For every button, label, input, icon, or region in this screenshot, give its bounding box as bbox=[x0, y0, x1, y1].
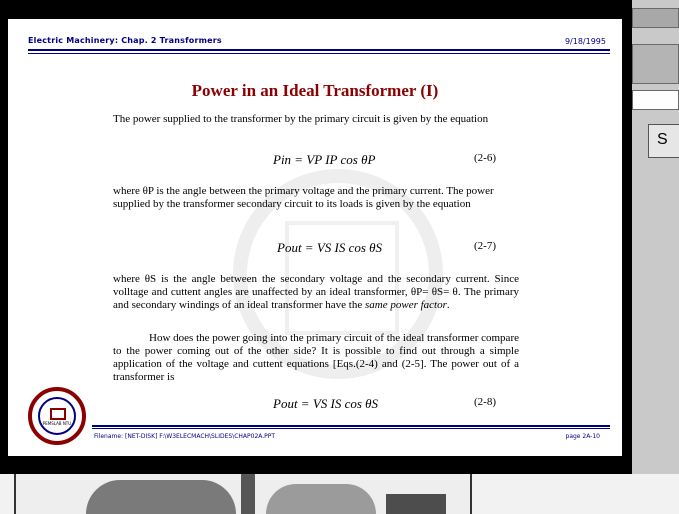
university-logo bbox=[28, 387, 86, 445]
slide-title: Power in an Ideal Transformer (I) bbox=[191, 81, 439, 100]
background-button[interactable]: S bbox=[648, 124, 679, 158]
footer-rule-thin bbox=[92, 428, 610, 429]
slide-page bbox=[8, 19, 622, 456]
background-panel bbox=[632, 44, 679, 84]
paragraph-1: The power supplied to the transformer by the primary circuit is given by the equation bbox=[113, 113, 489, 125]
footer-page-number: page 2A-10 bbox=[565, 433, 600, 440]
paragraph-3-end: . bbox=[446, 299, 450, 311]
logo-text: PEMSLAB NTU bbox=[42, 421, 72, 426]
header-rule-thin bbox=[28, 53, 610, 54]
equation-formula: Pin = VP IP cos θP bbox=[273, 152, 376, 167]
background-window-right bbox=[632, 0, 679, 514]
equation-number: (2-6) bbox=[474, 152, 496, 164]
emphasis-text: same power factor bbox=[365, 299, 447, 311]
slide-header-date: 9/18/1995 bbox=[564, 37, 606, 46]
equation-number: (2-7) bbox=[474, 240, 496, 252]
footer-rule bbox=[92, 425, 610, 427]
background-toolbar bbox=[632, 8, 679, 28]
equation-formula: Pout = VS IS cos θS bbox=[273, 396, 379, 411]
paragraph-3 bbox=[113, 273, 519, 312]
paragraph-3-text: where θS is the angle between the secondary voltage and the secondary current. Since volltage and cuttent angles are unaffected by an ideal transformer, θP= θS= θ. The primary and secondary windings of an ideal transformer have the bbox=[113, 273, 519, 311]
equation-number: (2-8) bbox=[474, 396, 496, 408]
equation-formula: Pout = VS IS cos θS bbox=[277, 240, 383, 255]
slide-header-course: Electric Machinery: Chap. 2 Transformers bbox=[28, 36, 222, 45]
paragraph-2: where θP is the angle between the primary voltage and the primary current. The power supplied by the transformer secondary circuit to its loads is given by the equation bbox=[113, 185, 494, 210]
background-field bbox=[632, 90, 679, 110]
background-photo bbox=[14, 474, 472, 514]
footer-filename: Filename: [NET-DISK] F:\W3ELECMACH\SLIDES\CHAP02A.PPT bbox=[94, 433, 276, 440]
header-rule bbox=[28, 49, 610, 51]
paragraph-4: How does the power going into the primary circuit of the ideal transformer compare to the power coming out of the other side? It is possible to find out through a simple application of the voltage and cuttent equations [Eqs.(2-4) and (2-5]. The power out of a transformer is bbox=[113, 332, 519, 383]
